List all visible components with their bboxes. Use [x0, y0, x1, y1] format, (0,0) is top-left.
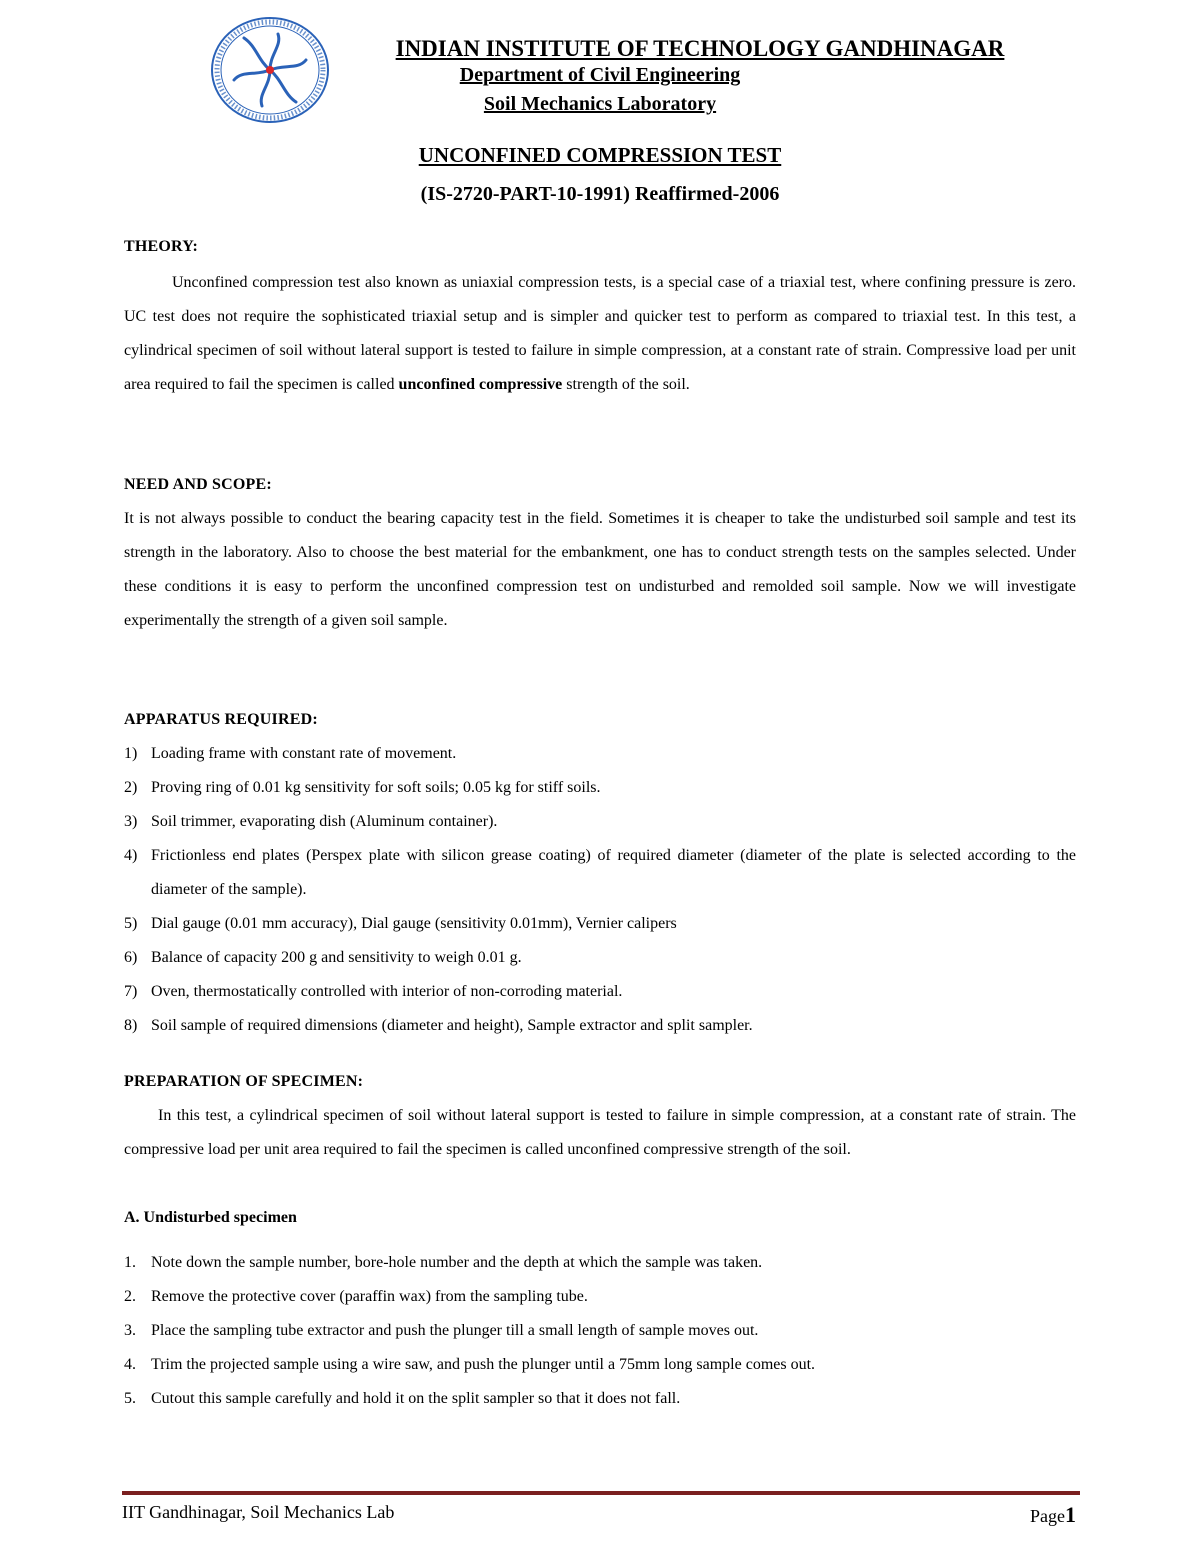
list-item-text: Place the sampling tube extractor and push the plunger till a small length of sample moves out.	[151, 1322, 759, 1339]
apparatus-item	[124, 805, 1076, 839]
theory-text-1: Unconfined compression test also known as uniaxial compression tests, is a special case of a triaxial test, where confining pressure is zero. UC test does not require the sophisticated triaxial setup and is simpler and quicker test to perform as compared to triaxial test. In this test, a cylindrical specimen of soil without lateral support is tested to failure in simple compression, at a constant rate of strain. Compressive load per unit area required to fail the specimen is called	[124, 274, 1076, 393]
theory-heading: THEORY:	[124, 238, 199, 255]
document-title: UNCONFINED COMPRESSION TEST	[418, 143, 782, 167]
list-item-number: 5)	[124, 915, 138, 932]
preparation-text: In this test, a cylindrical specimen of soil without lateral support is tested to failure in simple compression, at a constant rate of strain. The compressive load per unit area required to fail the specimen is called unconfined compressive strength of the soil.	[124, 1107, 1076, 1158]
list-item-text: Cutout this sample carefully and hold it on the split sampler so that it does not fall.	[151, 1390, 681, 1407]
list-item-number: 4)	[124, 847, 138, 864]
list-item-number: 3)	[124, 813, 138, 830]
list-item-number: 1)	[124, 745, 138, 762]
step-item	[124, 1246, 1076, 1280]
list-item-number: 1.	[124, 1254, 136, 1271]
apparatus-heading: APPARATUS REQUIRED:	[124, 711, 318, 728]
list-item-text: Balance of capacity 200 g and sensitivity to weigh 0.01 g.	[151, 949, 522, 966]
list-item-number: 7)	[124, 983, 138, 1000]
footer-lab-name: IIT Gandhinagar, Soil Mechanics Lab	[122, 1502, 395, 1522]
list-item-number: 2)	[124, 779, 138, 796]
apparatus-item	[124, 941, 1076, 975]
apparatus-item	[124, 737, 1076, 771]
list-item-number: 4.	[124, 1356, 136, 1373]
step-item	[124, 1280, 1076, 1314]
list-item-number: 3.	[124, 1322, 136, 1339]
list-item-number: 5.	[124, 1390, 136, 1407]
list-item-text: Trim the projected sample using a wire saw, and push the plunger until a 75mm long sample comes out.	[151, 1356, 816, 1373]
apparatus-item	[124, 1009, 1076, 1043]
apparatus-list	[124, 737, 1076, 1043]
preparation-paragraph	[124, 1099, 1076, 1167]
footer-page-number	[1030, 1502, 1076, 1528]
department-name: Department of Civil Engineering	[459, 64, 741, 86]
list-item-number: 8)	[124, 1017, 138, 1034]
list-item-text: Soil sample of required dimensions (diameter and height), Sample extractor and split sampler.	[151, 1017, 753, 1034]
step-item	[124, 1382, 1076, 1416]
apparatus-item	[124, 771, 1076, 805]
theory-paragraph	[124, 266, 1076, 402]
list-item-text: Remove the protective cover (paraffin wax) from the sampling tube.	[151, 1288, 588, 1305]
apparatus-item	[124, 975, 1076, 1009]
theory-text-2: strength of the soil.	[562, 376, 690, 393]
need-scope-heading: NEED AND SCOPE:	[124, 476, 272, 493]
page-label: Page	[1030, 1506, 1065, 1526]
need-scope-paragraph: It is not always possible to conduct the bearing capacity test in the field. Sometimes it is cheaper to take the undisturbed soil sample and test its strength in the laboratory. Also to choose the best material for the embankment, one has to conduct strength tests on the samples selected. Under these conditions it is easy to perform the unconfined compression test on undisturbed and remolded soil sample. Now we will investigate experimentally the strength of a given soil sample.	[124, 510, 1076, 629]
step-item	[124, 1348, 1076, 1382]
list-item-text: Dial gauge (0.01 mm accuracy), Dial gauge (sensitivity 0.01mm), Vernier calipers	[151, 915, 677, 932]
institute-name: INDIAN INSTITUTE OF TECHNOLOGY GANDHINAGAR	[395, 36, 1005, 61]
document-subtitle: (IS-2720-PART-10-1991) Reaffirmed-2006	[420, 183, 780, 205]
list-item-text: Soil trimmer, evaporating dish (Aluminum container).	[151, 813, 498, 830]
preparation-heading: PREPARATION OF SPECIMEN:	[124, 1073, 364, 1090]
list-item-text: Note down the sample number, bore-hole number and the depth at which the sample was taken.	[151, 1254, 763, 1271]
undisturbed-steps-list	[124, 1246, 1076, 1416]
footer-rule	[122, 1491, 1080, 1495]
apparatus-item	[124, 907, 1076, 941]
list-item-number: 6)	[124, 949, 138, 966]
list-item-number: 2.	[124, 1288, 136, 1305]
theory-bold-term: unconfined compressive	[398, 376, 563, 393]
list-item-text: Oven, thermostatically controlled with interior of non-corroding material.	[151, 983, 623, 1000]
apparatus-item	[124, 839, 1076, 907]
page-number: 1	[1065, 1502, 1076, 1527]
list-item-text: Loading frame with constant rate of movement.	[151, 745, 457, 762]
step-item	[124, 1314, 1076, 1348]
list-item-text: Proving ring of 0.01 kg sensitivity for soft soils; 0.05 kg for stiff soils.	[151, 779, 601, 796]
lab-name: Soil Mechanics Laboratory	[483, 93, 717, 115]
undisturbed-specimen-heading: A. Undisturbed specimen	[124, 1209, 297, 1226]
list-item-text: Frictionless end plates (Perspex plate with silicon grease coating) of required diameter (diameter of the plate is selected according to the diameter of the sample).	[151, 847, 1076, 898]
